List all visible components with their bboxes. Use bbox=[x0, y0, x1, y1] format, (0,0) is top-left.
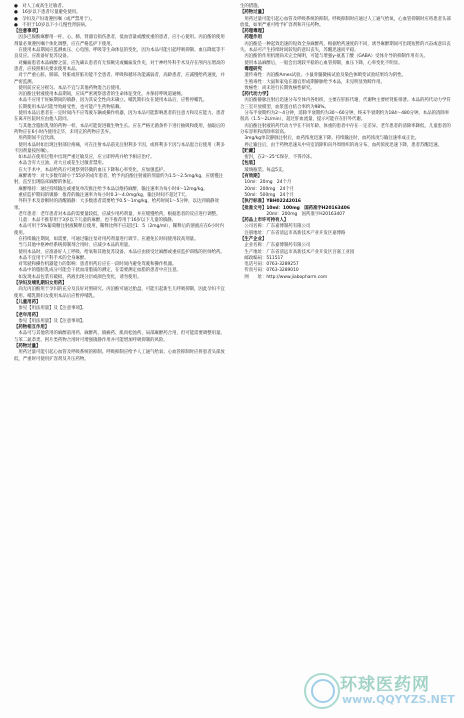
paragraph: 在大手术中，本品给药后可观察到轻微的血压下降和心率变化，应加强监护。 bbox=[14, 167, 168, 173]
paragraph: 邮政编码：511517 bbox=[240, 255, 284, 261]
paragraph: 10ml：20mg 24个月 bbox=[240, 180, 292, 186]
paragraph: ● 孕妇及产妇请遵医嘱（或严禁用于）。 bbox=[14, 16, 95, 22]
paragraph: 麻醉维持：通过持续输注或重复单次推注给予本品以维持麻醉，输注速率为每小时4～12mg/kg。 bbox=[14, 186, 208, 192]
paragraph: 传真号码：0763-3289010 bbox=[240, 268, 299, 274]
right-column bbox=[240, 4, 453, 281]
paragraph: 网 址：http://www.jiabopharm.com bbox=[240, 274, 328, 280]
paragraph: 生殖毒性：大鼠和家兔在器官形成期静脉给予本品，未见明显致畸作用。 bbox=[240, 79, 385, 85]
paragraph: 玻璃瓶装。每盒5支。 bbox=[240, 167, 287, 173]
paragraph: 分布半衰期约为2～4分钟，消除半衰期约为30～60分钟，终末半衰期约为184～480分钟。本品的清除率很高（1.5～2L/min），超过肝血流量，提示可能存在肝外代谢。 bbox=[240, 111, 450, 123]
paragraph: ● 16岁以下患者尽量避免使用。 bbox=[14, 10, 81, 16]
section-heading: 【药代动力学】 bbox=[240, 92, 271, 98]
paragraph: 丙泊酚注射液使用本品期间，应该严密观察患者的生命体征变化，并保持呼吸道通畅。 bbox=[14, 92, 186, 98]
paragraph: 本品不宜用于产科手术的全身麻醉。 bbox=[14, 255, 89, 261]
section-heading: 【药品上市许可持有人】 bbox=[240, 218, 289, 224]
paragraph: 对于严重心脏、肺部、肾脏或肝脏功能不全患者、呼吸和循环功能减弱者，高龄患者，应减慢给药速度，并严密监测。 bbox=[14, 73, 225, 85]
paragraph: ● 对人工或高生过敏者。 bbox=[14, 4, 67, 9]
section-heading: 【老年用药】 bbox=[14, 312, 41, 318]
section-heading: 【药理毒理】 bbox=[240, 29, 267, 35]
watermark-url: www.QQYYZS.NET bbox=[342, 693, 455, 706]
paragraph: 使用本品麻醉后，一般会出现较平稳的心血管抑制，血压下降，心率变化不明显。 bbox=[240, 60, 403, 66]
section-heading: 毒理研究 bbox=[240, 66, 262, 72]
paragraph: 重症监护期间的镇静：推荐的输注速率为每小时0.3～4.0mg/kg，输注时间不超过7天。 bbox=[14, 192, 190, 198]
paragraph: 对癫痫患者本品麻醉之前，应先确认患者有无惊厥史或癫痫发作史，对于神经外科手术及存在颅内压增高的患者，应按照相关要求使用本品。 bbox=[14, 60, 225, 72]
paragraph: 本品含有大豆油，对大豆或花生过敏者禁用。 bbox=[14, 161, 107, 167]
paragraph: 注册地址：广东省清远市高新技术产业开发区嘉博路 bbox=[240, 230, 346, 236]
paragraph: ● 不用于10岁以下小儿慢性肾脏病。 bbox=[14, 22, 90, 28]
paragraph: 本品中的脂肪乳成分可能会干扰血清脂质的测定，在需要测定血脂的患者中应注意。 bbox=[14, 268, 181, 274]
paragraph: 麻醉诱导：对大多数年龄小于55岁的成年患者，给予丙泊酚注射液的剂量约为1.5～2.5mg/kg，应缓慢注射，直至出现临床麻醉的体征。 bbox=[14, 174, 224, 186]
paragraph: 50ml：500mg 24个月 bbox=[240, 192, 295, 198]
watermark-logo-inner-icon bbox=[311, 679, 335, 703]
paragraph: 密封，在2～25℃保存，不得冷冻。 bbox=[240, 155, 315, 161]
section-heading: 【药物过量】 bbox=[240, 10, 267, 16]
paragraph: 丙泊酚注射液的药代动力学在不同年龄、体重的患者中存在一定差异。老年患者的清除率降低，儿童患者的分布容积和清除率较高。 bbox=[240, 123, 451, 135]
section-heading: 【孕妇及哺乳期妇女用药】 bbox=[14, 281, 67, 287]
paragraph: 用药过量可能引起心血管及呼吸系统的抑制。呼吸抑制应给予人工通气给氧；心血管抑制时应将患者头部放低，严重时可使用扩容剂及升压药物。 bbox=[14, 350, 225, 362]
paragraph: 在使用本品期间应监测血压、心电图、呼吸等生命体征的变化，因为本品可能引起呼吸抑制、血压降低等不良反应。应准备好复苏设备。 bbox=[14, 48, 225, 60]
paragraph: 与其他含脂肪乳剂的药物一样，本品可能促进微生物生长。应在严格无菌条件下进行抽吸和使用，抽取后的药物应在6小时内使用完毕，未用完的药物应丢弃。 bbox=[14, 123, 225, 135]
paragraph: 致癌性：尚未进行长期致癌性研究。 bbox=[240, 85, 315, 91]
section-heading: 【注意事项】 bbox=[14, 29, 41, 35]
section-heading: 【生产企业】 bbox=[240, 236, 267, 242]
paragraph: 用药期间不宜饮酒。 bbox=[14, 136, 58, 142]
paragraph: 老年患者：老年患者对本品的需要量较低，应减少用药剂量，并应缓慢给药，根据患者的反应进行调整。 bbox=[14, 211, 221, 217]
paragraph: 企业名称：广东嘉博制药有限公司 bbox=[240, 243, 311, 249]
paragraph: 参见【用法用量】及【注意事项】。 bbox=[14, 306, 87, 312]
paragraph: 丙泊酚是一种起效迅速的短效全身麻醉药。根据给药速度的不同，诱导麻醉期间可出现短暂的兴奋或意识丧失。本品可产生持续时间较短的意识丧失，苏醒迅速而平稳。 bbox=[240, 41, 451, 54]
paragraph: 遗传毒性：丙泊酚Ames试验、小鼠骨髓微核试验及染色体畸变试验结果均为阴性。 bbox=[240, 73, 406, 79]
paragraph: 使用前应充分摇匀。本品不宜与其他药物混合后使用。 bbox=[14, 85, 124, 91]
paragraph: 儿童：本品不推荐用于3岁以下儿童的麻醉，也不推荐用于16岁以下儿童的镇静。 bbox=[14, 218, 177, 224]
paragraph: 对驾驶和操作机器能力的影响：患者用药后应在一段时间内避免驾驶和操作机器。 bbox=[14, 262, 177, 268]
paragraph: 本品可用于5%葡萄糖注射液稀释后使用，稀释比例不应超过1：5（2mg/ml），稀释后的溶液应在6小时内使用。 bbox=[14, 224, 224, 236]
paragraph: 尚无丙泊酚用于孕妇的充分及良好对照研究。丙泊酚可通过胎盘，可能引起新生儿呼吸抑制，因此孕妇不宜使用。哺乳期妇女使用本品后应暂停哺乳。 bbox=[14, 287, 225, 299]
section-heading: 【包装】 bbox=[240, 161, 258, 167]
section-heading: 【药物相互作用】 bbox=[14, 325, 50, 331]
paragraph: 如本品在使用过程中出现严重过敏反应，应立即停药并给予相应治疗。 bbox=[14, 155, 155, 161]
section-heading: 【儿童用药】 bbox=[14, 299, 41, 305]
paragraph: 丙泊酚静脉注射后迅速分布至体内各组织，主要在肝脏代谢，代谢物主要经肾脏排泄。本品的药代动力学符合三室开放模型，血浆蛋白结合率约为98%。 bbox=[240, 98, 451, 110]
paragraph: 20ml：200mg 国药准字H20163407 bbox=[240, 211, 345, 217]
site-watermark bbox=[304, 670, 454, 710]
paragraph: 使用本品后患者在一定时间内不应驾驶车辆或操作机器，因为本品可能影响患者的注意力和反应能力。患者在离开医院时应由他人陪同。 bbox=[14, 111, 225, 123]
paragraph: 生产地址：广东省清远市高新技术产业开发区百嘉工业园 bbox=[240, 249, 355, 255]
section-heading: 【批准文号】10ml：100mg 国药准字H20163406 bbox=[240, 205, 350, 211]
paragraph: 用药过量可能引起心血管及呼吸系统的抑制。呼吸抑制时应通过人工通气给氧，心血管抑制时应将患者头部放低，如果严重可给予扩容剂和升压药物。 bbox=[240, 16, 451, 28]
paragraph: 因多巴胺酚麻醉用一杆、心、肺、肾器官损伤患者，低血容量或酸度重的患者，应小心使用。丙泊酚的使用剂量必须遵医嘱个体化调整，应在严格监护下使用。 bbox=[14, 35, 225, 47]
paragraph: 本品不应用于妊娠期间的镇静，因为其安全性尚未确立。哺乳期妇女在使用本品后，应暂停哺乳。 bbox=[14, 98, 208, 104]
paragraph: 3mg/kg单次静脉注射后，血药浓度迅速下降。持续输注时，血药浓度与输注速率成正比。 bbox=[240, 136, 420, 142]
paragraph: 在持续输注期间，如需要，可通过输注泵对用药剂量进行调节。应避免长时间使用较高剂量。 bbox=[14, 236, 199, 242]
paragraph: 电话号码：0763-3289257 bbox=[240, 262, 299, 268]
section-heading: 药理作用 bbox=[240, 35, 262, 41]
section-heading: 【有效期】 bbox=[240, 174, 262, 180]
paragraph: 长期使用本品可能导致耐受性，也可能产生药物依赖。 bbox=[14, 104, 124, 110]
paragraph: 停止输注后，由于药物迅速从中央室消除和向外周组织的再分布，血药浓度迅速下降，患者苏醒迅速。 bbox=[240, 142, 442, 148]
section-heading: 【贮藏】 bbox=[240, 148, 258, 154]
paragraph: 当与其他中枢神经系统抑制剂合用时，应减少本品的用量。 bbox=[14, 243, 133, 249]
left-column bbox=[14, 4, 227, 363]
paragraph: 外科手术及诊断时的清醒镇静：大多数患者需要给予0.5～1mg/kg，给药时间1～5分钟，以达到镇静效果。 bbox=[14, 199, 219, 211]
paragraph: 生的措施。 bbox=[240, 4, 262, 9]
paragraph: 本品可与其他常用的麻醉前用药、麻醉药、镇痛药、肌肉松弛药、局部麻醉药合用，但可能需要调整用量。与苯二氮䓬类、阿片类药物合用时可增强镇静作用并可能增加呼吸抑制的风险。 bbox=[14, 331, 225, 343]
watermark-title: 环球医药网 bbox=[340, 675, 430, 695]
paragraph: 如发现本品包装有破损、药液出现分层或颜色变化，请勿使用。 bbox=[14, 274, 142, 280]
paragraph: 使用本品时如出现注射部位疼痛，可在注射本品前先注射利多卡因，或将利多卡因与本品混合后使用（利多卡因剂量按医嘱）。 bbox=[14, 142, 225, 154]
paragraph: 使用本品时，应准备好人工呼吸、给氧和其他复苏设备。本品应由接受过麻醉或重症监护训练的医师给药。 bbox=[14, 249, 225, 255]
paragraph: 20ml：200mg 24个月 bbox=[240, 186, 295, 192]
section-heading: 【药物过量】 bbox=[14, 344, 41, 350]
paragraph: 参见【用法用量】及【注意事项】。 bbox=[14, 318, 87, 324]
paragraph: 丙泊酚的作用机理尚未完全阐明，可能与增强γ-氨基丁酸（GABA）受体介导的抑制作用有关。 bbox=[240, 54, 428, 60]
section-heading: 【执行标准】YBH02242016 bbox=[240, 199, 301, 205]
paragraph: 公司名称：广东嘉博制药有限公司 bbox=[240, 224, 311, 230]
